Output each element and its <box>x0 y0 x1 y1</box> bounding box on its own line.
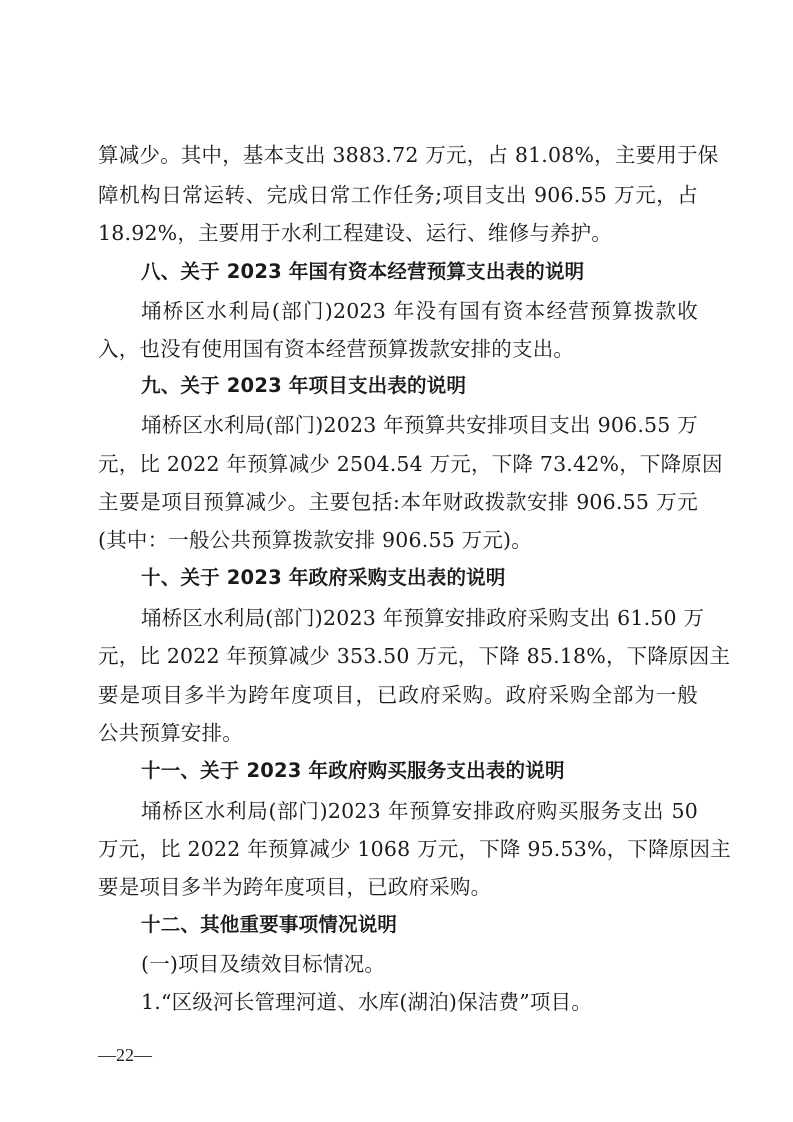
section-heading: 九、关于 2023 年项目支出表的说明 <box>141 374 467 397</box>
paragraph-line: 18.92%，主要用于水利工程建设、运行、维修与养护。 <box>98 221 613 245</box>
paragraph-line: 要是项目多半为跨年度项目，已政府采购。政府采购全部为一般 <box>98 683 698 707</box>
paragraph-line: 埇桥区水利局(部门)2023 年预算安排政府购买服务支出 50 <box>141 799 698 823</box>
paragraph-line: 元，比 2022 年预算减少 2504.54 万元，下降 73.42%，下降原因 <box>98 452 723 476</box>
paragraph-line: 1.“区级河长管理河道、水库(湖泊)保洁费”项目。 <box>141 990 593 1014</box>
paragraph-line: 公共预算安排。 <box>98 721 243 745</box>
section-heading: 十一、关于 2023 年政府购买服务支出表的说明 <box>141 759 565 782</box>
section-heading: 十二、其他重要事项情况说明 <box>141 913 398 936</box>
paragraph-line: (其中：一般公共预算拨款安排 906.55 万元)。 <box>98 528 532 552</box>
paragraph-line: 埇桥区水利局(部门)2023 年没有国有资本经营预算拨款收 <box>141 299 698 323</box>
section-heading: 十、关于 2023 年政府采购支出表的说明 <box>141 566 506 589</box>
paragraph-line: 埇桥区水利局(部门)2023 年预算安排政府采购支出 61.50 万 <box>141 606 705 630</box>
paragraph-line: (一)项目及绩效目标情况。 <box>141 952 386 976</box>
paragraph-line: 要是项目多半为跨年度项目，已政府采购。 <box>98 875 492 899</box>
paragraph-line: 算减少。其中，基本支出 3883.72 万元，占 81.08%，主要用于保 <box>98 143 719 167</box>
paragraph-line: 万元，比 2022 年预算减少 1068 万元，下降 95.53%，下降原因主 <box>98 837 731 861</box>
paragraph-line: 埇桥区水利局(部门)2023 年预算共安排项目支出 906.55 万 <box>141 413 698 437</box>
paragraph-line: 主要是项目预算减少。主要包括:本年财政拨款安排 906.55 万元 <box>98 490 698 514</box>
paragraph-line: 障机构日常运转、完成日常工作任务;项目支出 906.55 万元，占 <box>98 183 698 207</box>
section-heading: 八、关于 2023 年国有资本经营预算支出表的说明 <box>141 260 585 283</box>
page-number: —22— <box>98 1045 152 1065</box>
paragraph-line: 入，也没有使用国有资本经营预算拨款安排的支出。 <box>98 337 575 361</box>
paragraph-line: 元，比 2022 年预算减少 353.50 万元，下降 85.18%，下降原因主 <box>98 644 731 668</box>
